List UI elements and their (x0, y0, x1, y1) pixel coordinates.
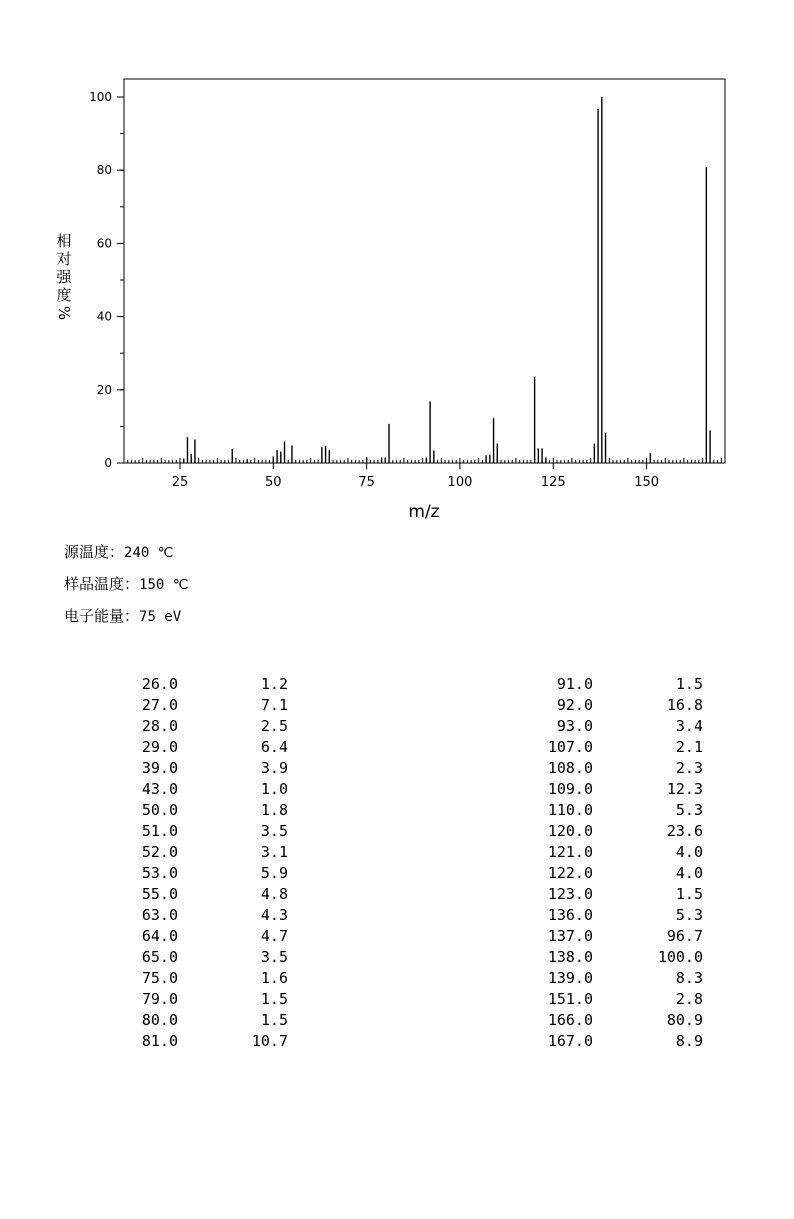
mz-cell: 51.0 (141, 822, 178, 840)
mz-cell: 92.0 (556, 696, 593, 714)
x-axis-label: m/z (408, 502, 440, 522)
table-row (522, 800, 703, 821)
table-row (118, 800, 288, 821)
mz-cell: 28.0 (141, 717, 178, 735)
abundance-cell: 1.6 (260, 969, 288, 987)
table-row (522, 779, 703, 800)
table-row (522, 758, 703, 779)
table-row (118, 1010, 288, 1031)
abundance-cell: 6.4 (260, 738, 288, 756)
table-row (118, 695, 288, 716)
y-axis-label-char: 度 (56, 286, 72, 304)
mz-cell: 79.0 (141, 990, 178, 1008)
mz-cell: 50.0 (141, 801, 178, 819)
table-row (522, 842, 703, 863)
abundance-cell: 5.9 (260, 864, 288, 882)
abundance-cell: 3.1 (260, 843, 288, 861)
table-row (522, 716, 703, 737)
table-row (118, 989, 288, 1010)
abundance-cell: 4.7 (260, 927, 288, 945)
source-temperature (64, 541, 173, 562)
table-row (522, 737, 703, 758)
sample-temperature (64, 573, 188, 594)
abundance-cell: 1.5 (260, 1011, 288, 1029)
x-tick-label: 75 (358, 475, 375, 490)
table-row (118, 926, 288, 947)
mz-cell: 107.0 (547, 738, 593, 756)
table-row (118, 737, 288, 758)
table-row (522, 821, 703, 842)
electron-energy-label: 电子能量： (64, 607, 140, 625)
table-row (118, 842, 288, 863)
y-tick-label: 60 (96, 236, 112, 251)
table-row (118, 863, 288, 884)
mz-cell: 39.0 (141, 759, 178, 777)
plot-frame (124, 79, 725, 463)
abundance-cell: 1.8 (260, 801, 288, 819)
abundance-cell: 3.5 (260, 948, 288, 966)
mz-cell: 167.0 (547, 1032, 593, 1050)
mz-cell: 27.0 (141, 696, 178, 714)
table-row (118, 905, 288, 926)
y-axis-label-unit: % (55, 305, 73, 321)
abundance-cell: 3.4 (675, 717, 703, 735)
abundance-cell: 2.5 (260, 717, 288, 735)
peak-table-left (118, 674, 288, 1052)
abundance-cell: 12.3 (666, 780, 703, 798)
abundance-cell: 5.3 (675, 906, 703, 924)
abundance-cell: 1.0 (260, 780, 288, 798)
mz-cell: 26.0 (141, 675, 178, 693)
mz-cell: 80.0 (141, 1011, 178, 1029)
table-row (522, 989, 703, 1010)
mz-cell: 29.0 (141, 738, 178, 756)
table-row (118, 821, 288, 842)
abundance-cell: 2.1 (675, 738, 703, 756)
table-row (118, 716, 288, 737)
y-tick-label: 0 (104, 456, 112, 470)
mz-cell: 137.0 (547, 927, 593, 945)
x-tick-label: 100 (447, 475, 473, 490)
mz-cell: 108.0 (547, 759, 593, 777)
mz-cell: 109.0 (547, 780, 593, 798)
mz-cell: 110.0 (547, 801, 593, 819)
abundance-cell: 5.3 (675, 801, 703, 819)
table-row (522, 674, 703, 695)
abundance-cell: 4.0 (675, 864, 703, 882)
source-temperature-value: 240 ℃ (124, 545, 174, 561)
mz-cell: 93.0 (556, 717, 593, 735)
y-tick-label: 100 (89, 90, 112, 104)
table-row (118, 1031, 288, 1052)
x-tick-label: 25 (171, 475, 189, 490)
mz-cell: 151.0 (547, 990, 593, 1008)
sample-temperature-value: 150 ℃ (139, 577, 189, 593)
mz-cell: 75.0 (141, 969, 178, 987)
table-row (118, 884, 288, 905)
abundance-cell: 1.2 (260, 675, 288, 693)
table-row (522, 968, 703, 989)
mz-cell: 53.0 (141, 864, 178, 882)
mz-cell: 55.0 (141, 885, 178, 903)
mz-cell: 91.0 (556, 675, 593, 693)
abundance-cell: 4.8 (260, 885, 288, 903)
y-axis-label (52, 232, 76, 322)
mz-cell: 166.0 (547, 1011, 593, 1029)
abundance-cell: 10.7 (251, 1032, 288, 1050)
abundance-cell: 4.3 (260, 906, 288, 924)
mz-cell: 136.0 (547, 906, 593, 924)
table-row (118, 968, 288, 989)
mz-cell: 43.0 (141, 780, 178, 798)
mz-cell: 138.0 (547, 948, 593, 966)
electron-energy-value: 75 eV (139, 609, 182, 625)
abundance-cell: 23.6 (666, 822, 703, 840)
y-axis (89, 90, 124, 470)
abundance-cell: 80.9 (666, 1011, 703, 1029)
table-row (522, 1010, 703, 1031)
abundance-cell: 96.7 (666, 927, 703, 945)
y-axis-label-char: 对 (56, 250, 72, 268)
mz-cell: 64.0 (141, 927, 178, 945)
mz-cell: 120.0 (547, 822, 593, 840)
y-tick-label: 40 (96, 309, 112, 324)
abundance-cell: 8.9 (675, 1032, 703, 1050)
mz-cell: 63.0 (141, 906, 178, 924)
abundance-cell: 100.0 (657, 948, 703, 966)
table-row (118, 674, 288, 695)
peak-table-right (522, 674, 703, 1052)
sample-temperature-label: 样品温度： (64, 575, 140, 593)
table-row (522, 947, 703, 968)
abundance-cell: 16.8 (666, 696, 703, 714)
abundance-cell: 2.3 (675, 759, 703, 777)
abundance-cell: 2.8 (675, 990, 703, 1008)
abundance-cell: 7.1 (260, 696, 288, 714)
mz-cell: 121.0 (547, 843, 593, 861)
mz-cell: 139.0 (547, 969, 593, 987)
table-row (522, 863, 703, 884)
abundance-cell: 1.5 (260, 990, 288, 1008)
table-row (118, 758, 288, 779)
mass-spectrum-chart (0, 0, 794, 530)
x-tick-label: 125 (540, 475, 566, 490)
abundance-cell: 3.5 (260, 822, 288, 840)
x-tick-label: 150 (634, 475, 660, 490)
mz-cell: 52.0 (141, 843, 178, 861)
y-tick-label: 80 (96, 163, 112, 178)
source-temperature-label: 源温度： (64, 543, 125, 561)
abundance-cell: 4.0 (675, 843, 703, 861)
table-row (522, 905, 703, 926)
electron-energy (64, 605, 181, 626)
mz-cell: 81.0 (141, 1032, 178, 1050)
peak-bars (184, 97, 710, 463)
y-axis-label-char: 相 (56, 232, 72, 250)
table-row (118, 779, 288, 800)
y-tick-label: 20 (96, 382, 112, 397)
abundance-cell: 1.5 (675, 675, 703, 693)
table-row (522, 1031, 703, 1052)
table-row (522, 926, 703, 947)
table-row (522, 884, 703, 905)
abundance-cell: 3.9 (260, 759, 288, 777)
mz-cell: 65.0 (141, 948, 178, 966)
abundance-cell: 1.5 (675, 885, 703, 903)
y-axis-label-char: 强 (56, 268, 72, 286)
table-row (118, 947, 288, 968)
table-row (522, 695, 703, 716)
abundance-cell: 8.3 (675, 969, 703, 987)
mz-cell: 123.0 (547, 885, 593, 903)
mz-cell: 122.0 (547, 864, 593, 882)
x-tick-label: 50 (265, 475, 282, 490)
